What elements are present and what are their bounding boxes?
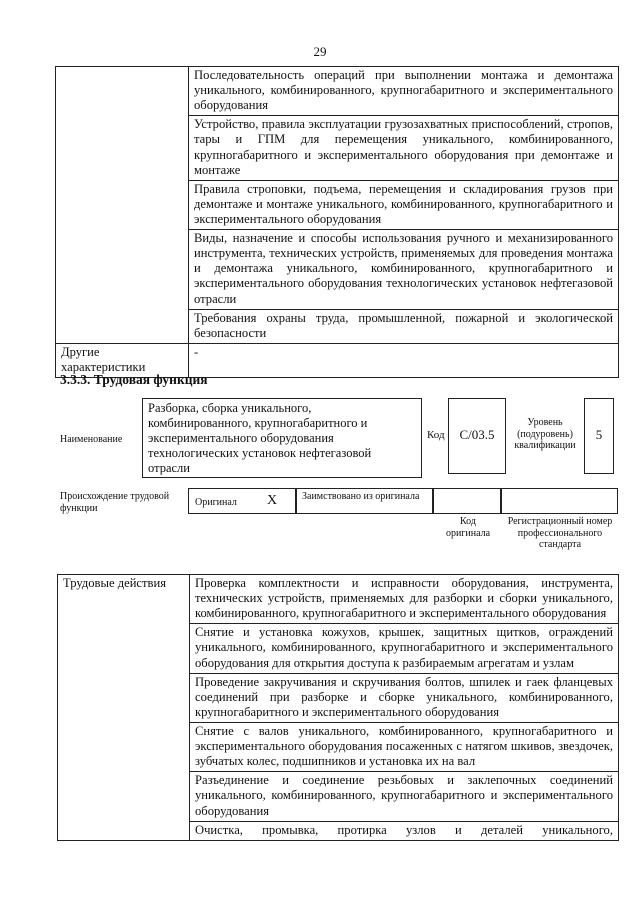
reg-number-cell [501, 488, 618, 514]
knowledge-item: Последовательность операций при выполнении монтажа и демонтажа уникального, комбинированного, крупногабаритного и экспериментального оборудования [189, 67, 619, 116]
original-mark: X [267, 493, 278, 508]
empty-label-cell [56, 67, 189, 344]
page-number: 29 [313, 44, 327, 59]
other-characteristics-label: Другие характеристики [56, 343, 189, 377]
table-row [56, 67, 619, 116]
code-label: Код [427, 429, 445, 441]
labor-action: Снятие и установка кожухов, крышек, защитных щитков, ограждений уникального, комбинированного, крупногабаритного и экспериментального оборудования для открытия доступа к разбираемым агрегатам и узлам [190, 624, 619, 673]
origin-label: Происхождение трудовой функции [60, 491, 170, 514]
original-label: Оригинал [195, 497, 237, 508]
labor-action: Проверка комплектности и исправности оборудования, инструмента, технических устройств, применяемых для разборки и сборки уникального, комбинированного, крупногабаритного и экспериментального оборудования [190, 575, 619, 624]
other-characteristics-value: - [189, 343, 619, 377]
level-label: Уровень (подуровень) квалификации [514, 417, 576, 451]
labor-action: Очистка, промывка, протирка узлов и деталей уникального, [190, 821, 619, 840]
function-name-value: Разборка, сборка уникального, комбинированного, крупногабаритного и экспериментального оборудования технологических установок нефтегазовой отрасли [142, 398, 422, 478]
reg-number-label: Регистрационный номер профессионального стандарта [507, 516, 613, 550]
name-label: Наименование [60, 434, 123, 445]
borrowed-label: Заимствовано из оригинала [296, 488, 433, 514]
labor-actions-label: Трудовые действия [58, 575, 190, 841]
level-value: 5 [584, 398, 614, 474]
labor-action: Проведение закручивания и скручивания болтов, шпилек и гаек фланцевых соединений при разборке и сборке уникального, комбинированного, крупногабаритного и экспериментального оборудования [190, 673, 619, 722]
labor-actions-table [57, 574, 619, 841]
original-cell [188, 488, 296, 514]
labor-action: Снятие с валов уникального, комбинированного, крупногабаритного и экспериментального оборудования посаженных с натягом шкивов, звездочек, зубчатых колес, подшипников и установка их на вал [190, 722, 619, 771]
knowledge-item: Правила строповки, подъема, перемещения и складирования грузов при демонтаже и монтаже уникального, комбинированного, крупногабаритного и экспериментального оборудования [189, 180, 619, 229]
knowledge-item: Требования охраны труда, промышленной, пожарной и экологической безопасности [189, 309, 619, 343]
knowledge-table [55, 66, 619, 378]
labor-action: Разъединение и соединение резьбовых и заклепочных соединений уникального, комбинированного, крупногабаритного и экспериментального оборудования [190, 772, 619, 821]
table-row [58, 575, 619, 624]
code-original-cell [433, 488, 501, 514]
knowledge-item: Виды, назначение и способы использования ручного и механизированного инструмента, технических устройств, применяемых для проведения монтажа и демонтажа уникального, комбинированного, крупногабаритного и экспериментального оборудования технологических установок нефтегазовой отрасли [189, 230, 619, 310]
code-original-label: Код оригинала [445, 516, 491, 539]
section-heading: 3.3.3. Трудовая функция [60, 372, 208, 387]
code-value: C/03.5 [448, 398, 506, 474]
knowledge-item: Устройство, правила эксплуатации грузозахватных приспособлений, стропов, тары и ГПМ для перемещения уникального, комбинированного, крупногабаритного и экспериментального оборудования при демонтаже и монтаже [189, 116, 619, 180]
